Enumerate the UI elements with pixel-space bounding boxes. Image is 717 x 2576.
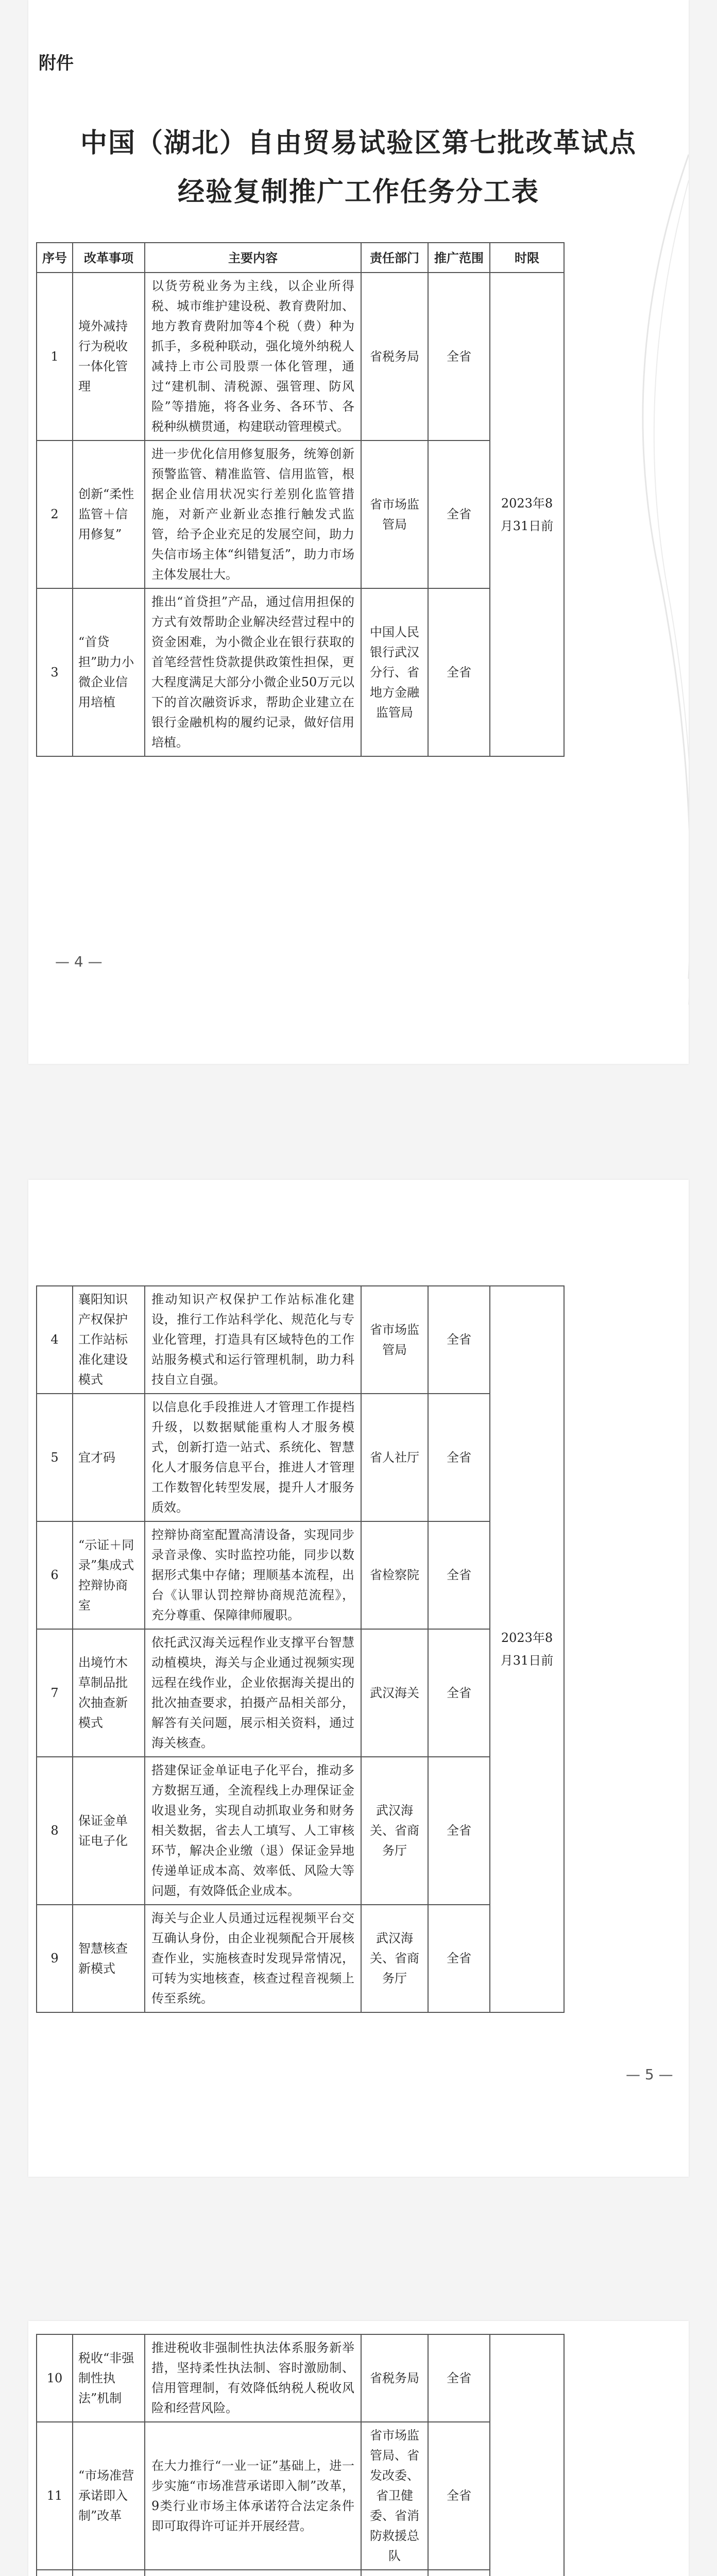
row-content: 在大力推行“一业一证”基础上，进一步实施“市场准营承诺即入制”改革，9类行业市场主体承诺符合法定条件即可取得许可证并开展经营。 [145, 2422, 361, 2570]
table-row [37, 273, 564, 440]
row-scope: 全省 [428, 1394, 490, 1521]
row-dept: 省检察院 [361, 1521, 428, 1629]
row-no: 3 [37, 588, 73, 756]
row-scope: 全省 [428, 273, 490, 440]
row-dept [361, 2570, 428, 2576]
row-item: 税收“非强制性执法”机制 [73, 2334, 145, 2422]
row-content: 以信息化手段推进人才管理工作提档升级，以数据赋能重构人才服务模式，创新打造一站式、系统化、智慧化人才服务信息平台，推进人才管理工作数智化转型发展，提升人才服务质效。 [145, 1394, 361, 1521]
row-content: 海关与企业人员通过远程视频平台交互确认身份，由企业视频配合开展核查作业，实施核查时发现异常情况，可转为实地核查，核查过程音视频上传至系统。 [145, 1905, 361, 2012]
row-no: 8 [37, 1757, 73, 1905]
row-dept: 省税务局 [361, 2334, 428, 2422]
table-row [37, 1394, 564, 1521]
row-scope [428, 2570, 490, 2576]
row-scope: 全省 [428, 440, 490, 588]
row-content: 搭建保证金单证电子化平台，推动多方数据互通，全流程线上办理保证金收退业务，实现自动抓取业务和财务相关数据，省去人工填写、人工审核环节，解决企业缴（退）保证金异地传递单证成本高、效率低、风险大等问题，有效降低企业成本。 [145, 1757, 361, 1905]
page-number-5: — 5 — [626, 2066, 673, 2083]
row-dept: 省市场监管局 [361, 440, 428, 588]
row-deadline [490, 2334, 564, 2576]
table-row [37, 1757, 564, 1905]
row-content: 依托武汉海关远程作业支撑平台智慧动植模块，海关与企业通过视频实现远程在线作业，企业依据海关提出的批次抽查要求，拍摄产品相关部分，解答有关问题，展示相关资料，通过海关核查。 [145, 1629, 361, 1757]
task-table-page1 [36, 242, 565, 757]
row-dept: 省税务局 [361, 273, 428, 440]
row-item: “示证＋同录”集成式控辩协商室 [73, 1521, 145, 1629]
table-row [37, 440, 564, 588]
col-header-content: 主要内容 [145, 243, 361, 273]
col-header-dept: 责任部门 [361, 243, 428, 273]
row-item: “市场准营承诺即入制”改革 [73, 2422, 145, 2570]
row-content: 控辩协商室配置高清设备，实现同步录音录像、实时监控功能，同步以数据形式集中存储；理顺基本流程，出台《认罪认罚控辩协商规范流程》，充分尊重、保障律师履职。 [145, 1521, 361, 1629]
table-row [37, 588, 564, 756]
row-no: 7 [37, 1629, 73, 1757]
row-no: 10 [37, 2334, 73, 2422]
document-page-1 [28, 0, 689, 1064]
row-scope: 全省 [428, 588, 490, 756]
row-dept: 中国人民银行武汉分行、省地方金融监管局 [361, 588, 428, 756]
row-item: 创新“柔性监管＋信用修复” [73, 440, 145, 588]
row-content: 推进税收非强制性执法体系服务新举措，坚持柔性执法制、容时激励制、信用管理制，有效降低纳税人税收风险和经营风险。 [145, 2334, 361, 2422]
row-scope: 全省 [428, 1757, 490, 1905]
row-content: 推出“首贷担”产品，通过信用担保的方式有效帮助企业解决经营过程中的资金困难，为小微企业在银行获取的首笔经营性贷款提供政策性担保，更大程度满足大部分小微企业50万元以下的首次融资诉求，帮助企业建立在银行金融机构的履约记录，做好信用培植。 [145, 588, 361, 756]
document-page-3 [28, 2321, 689, 2576]
row-content: 推动知识产权保护工作站标准化建设，推行工作站科学化、规范化与专业化管理，打造具有区域特色的工作站服务模式和运行管理机制，助力科技自立自强。 [145, 1286, 361, 1394]
row-dept: 省市场监管局 [361, 1286, 428, 1394]
row-no: 11 [37, 2422, 73, 2570]
row-deadline: 2023年8月31日前 [490, 1286, 564, 2012]
row-scope: 全省 [428, 1629, 490, 1757]
row-item: 境外减持行为税收一体化管理 [73, 273, 145, 440]
row-content [145, 2570, 361, 2576]
row-scope: 全省 [428, 2334, 490, 2422]
row-no: 1 [37, 273, 73, 440]
attachment-label: 附件 [39, 53, 74, 74]
row-dept: 武汉海关、省商务厅 [361, 1905, 428, 2012]
row-item [73, 2570, 145, 2576]
row-item: 智慧核查新模式 [73, 1905, 145, 2012]
row-dept: 省市场监管局、省发改委、省卫健委、省消防救援总队 [361, 2422, 428, 2570]
col-header-item: 改革事项 [73, 243, 145, 273]
col-header-scope: 推广范围 [428, 243, 490, 273]
row-item: “首贷担”助力小微企业信用培植 [73, 588, 145, 756]
row-deadline: 2023年8月31日前 [490, 273, 564, 756]
col-header-deadline: 时限 [490, 243, 564, 273]
row-item: 宜才码 [73, 1394, 145, 1521]
table-row [37, 2422, 564, 2570]
row-scope: 全省 [428, 1521, 490, 1629]
table-header-row [37, 243, 564, 273]
table-row [37, 1905, 564, 2012]
row-item: 出境竹木草制品批次抽查新模式 [73, 1629, 145, 1757]
row-scope: 全省 [428, 2422, 490, 2570]
row-item: 保证金单证电子化 [73, 1757, 145, 1905]
row-item: 襄阳知识产权保护工作站标准化建设模式 [73, 1286, 145, 1394]
row-scope: 全省 [428, 1905, 490, 2012]
row-no: 9 [37, 1905, 73, 2012]
row-no [37, 2570, 73, 2576]
task-table-page3 [36, 2334, 565, 2576]
row-dept: 武汉海关、省商务厅 [361, 1757, 428, 1905]
row-dept: 武汉海关 [361, 1629, 428, 1757]
table-row [37, 2334, 564, 2422]
row-no: 4 [37, 1286, 73, 1394]
document-title-line2: 经验复制推广工作任务分工表 [177, 176, 539, 208]
page-number-4: — 4 — [55, 953, 103, 970]
task-table-page2 [36, 1285, 565, 2013]
row-no: 6 [37, 1521, 73, 1629]
col-header-no: 序号 [37, 243, 73, 273]
table-row [37, 1521, 564, 1629]
table-row [37, 1286, 564, 1394]
row-dept: 省人社厅 [361, 1394, 428, 1521]
table-row [37, 2570, 564, 2576]
row-content: 以货劳税业务为主线，以企业所得税、城市维护建设税、教育费附加、地方教育费附加等4个税（费）种为抓手，多税种联动，强化境外纳税人减持上市公司股票一体化管理，通过“建机制、清税源、强管理、防风险”等措施，将各业务、各环节、各税种纵横贯通，构建联动管理模式。 [145, 273, 361, 440]
row-no: 5 [37, 1394, 73, 1521]
document-page-2 [28, 1180, 689, 2177]
table-row [37, 1629, 564, 1757]
row-no: 2 [37, 440, 73, 588]
row-content: 进一步优化信用修复服务，统筹创新预警监管、精准监管、信用监管，根据企业信用状况实行差别化监管措施，对新产业新业态推行触发式监管，给予企业充足的发展空间，助力失信市场主体“纠错复活”，助力市场主体发展壮大。 [145, 440, 361, 588]
document-title-line1: 中国（湖北）自由贸易试验区第七批改革试点 [80, 127, 637, 159]
row-scope: 全省 [428, 1286, 490, 1394]
